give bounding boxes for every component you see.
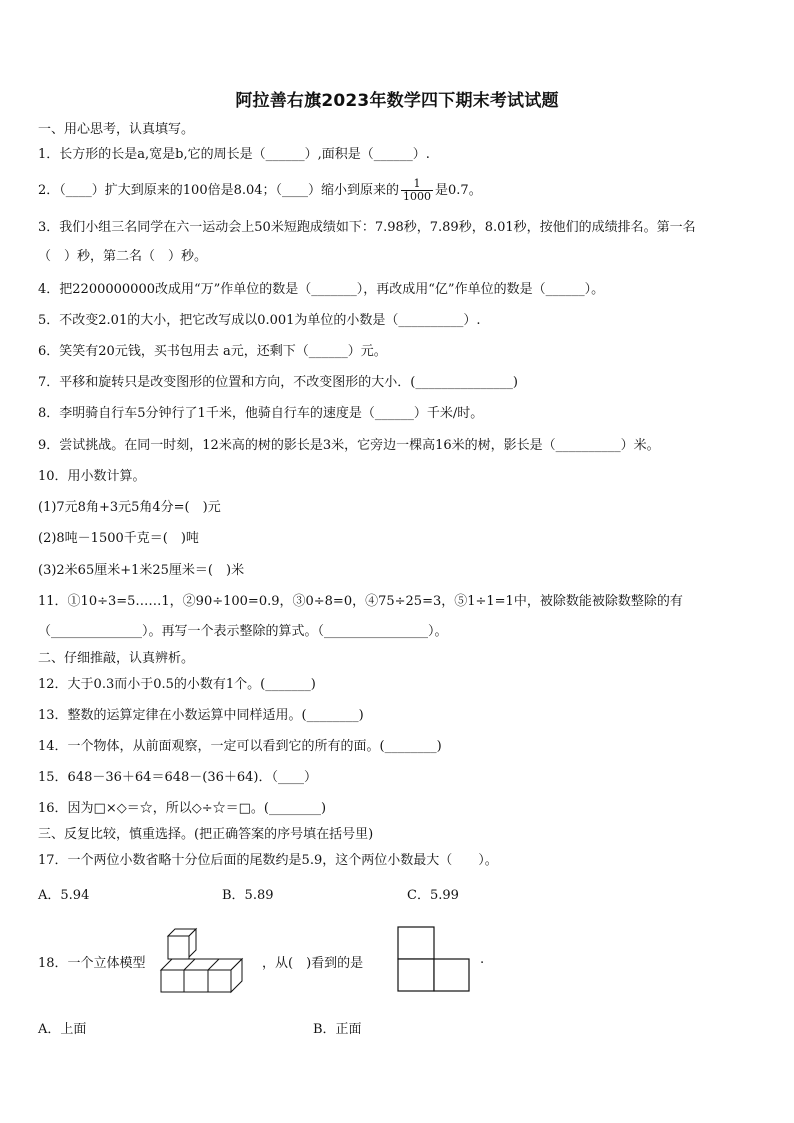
question-10: 10．用小数计算。 (38, 469, 146, 484)
question-8: 8．李明骑自行车5分钟行了1千米，他骑自行车的速度是（______）千米/时。 (38, 406, 484, 421)
question-10-part-2: (2)8吨－1500千克＝( )吨 (38, 531, 199, 546)
view-square (398, 927, 434, 959)
view-figure (396, 925, 472, 993)
cube-front-face (168, 936, 189, 959)
question-17-option-b: B．5.89 (222, 888, 274, 903)
question-10-part-1: (1)7元8角+3元5角4分=( )元 (38, 500, 221, 515)
fraction (401, 178, 433, 203)
section-heading-1: 一、用心思考，认真填写。 (38, 122, 195, 137)
section-heading-2: 二、仔细推敲，认真辨析。 (38, 651, 195, 666)
question-5: 5．不改变2.01的大小，把它改写成以0.001为单位的小数是（__________）. (38, 313, 481, 328)
question-16: 16．因为□×◇＝☆，所以◇÷☆＝□。(________) (38, 801, 327, 816)
question-10-part-3: (3)2米65厘米+1米25厘米＝( )米 (38, 563, 245, 578)
cube-front-face (184, 970, 208, 992)
question-18-text-b: ，从( )看到的是 (262, 956, 364, 971)
question-3-line-1: 3．我们小组三名同学在六一运动会上50米短跑成绩如下：7.98秒，7.89秒，8.01秒，按他们的成绩排名。第一名 (38, 220, 696, 235)
question-2-text-a: 2．（____）扩大到原来的100倍是8.04；（____）缩小到原来的 (38, 183, 400, 198)
view-square (398, 959, 434, 991)
question-4: 4．把2200000000改成用“万”作单位的数是（_______），再改成用“亿”作单位的数是（______）。 (38, 282, 605, 297)
section-heading-3: 三、反复比较，慎重选择。(把正确答案的序号填在括号里) (38, 827, 374, 842)
cube-model-figure (158, 926, 250, 996)
question-7: 7．平移和旋转只是改变图形的位置和方向，不改变图形的大小．(_______________) (38, 375, 518, 390)
question-1: 1．长方形的长是a,宽是b,它的周长是（______）,面积是（______）. (38, 147, 430, 162)
question-2-text-b: 是0.7。 (435, 183, 482, 198)
bottom-row-top-face (161, 959, 242, 970)
view-square (434, 959, 469, 991)
question-11-line-2: （______________）。再写一个表示整除的算式。（________________）。 (38, 624, 448, 639)
question-2 (38, 178, 482, 203)
page-title: 阿拉善右旗2023年数学四下期末考试试题 (235, 91, 559, 111)
fraction-denominator: 1000 (403, 190, 432, 203)
question-14: 14．一个物体，从前面观察，一定可以看到它的所有的面。(________) (38, 739, 442, 754)
question-3-line-2: （ ）秒，第二名（ ）秒。 (38, 249, 208, 264)
question-18-text-a: 18．一个立体模型 (38, 956, 146, 971)
question-11-line-1: 11．①10÷3=5……1，②90÷100=0.9，③0÷8=0，④75÷25=3，⑤1÷1=1中，被除数能被除数整除的有 (38, 594, 683, 609)
question-15: 15．648－36＋64＝648－(36＋64)．（____） (38, 770, 317, 785)
question-17: 17．一个两位小数省略十分位后面的尾数约是5.9，这个两位小数最大（ ）。 (38, 853, 498, 868)
question-13: 13．整数的运算定律在小数运算中同样适用。(________) (38, 708, 364, 723)
question-12: 12．大于0.3而小于0.5的小数有1个。(_______) (38, 677, 316, 692)
question-9: 9．尝试挑战。在同一时刻，12米高的树的影长是3米，它旁边一棵高16米的树，影长是（__________）米。 (38, 438, 660, 453)
question-6: 6．笑笑有20元钱，买书包用去 a元，还剩下（______）元。 (38, 344, 387, 359)
cube-front-face (161, 970, 184, 992)
question-18-option-a: A．上面 (38, 1022, 87, 1037)
question-18-text-c: . (480, 952, 485, 967)
question-18-option-b: B．正面 (313, 1022, 362, 1037)
question-17-option-c: C．5.99 (407, 888, 459, 903)
fraction-numerator: 1 (401, 178, 433, 191)
question-17-option-a: A．5.94 (38, 888, 90, 903)
cube-front-face (208, 970, 231, 992)
